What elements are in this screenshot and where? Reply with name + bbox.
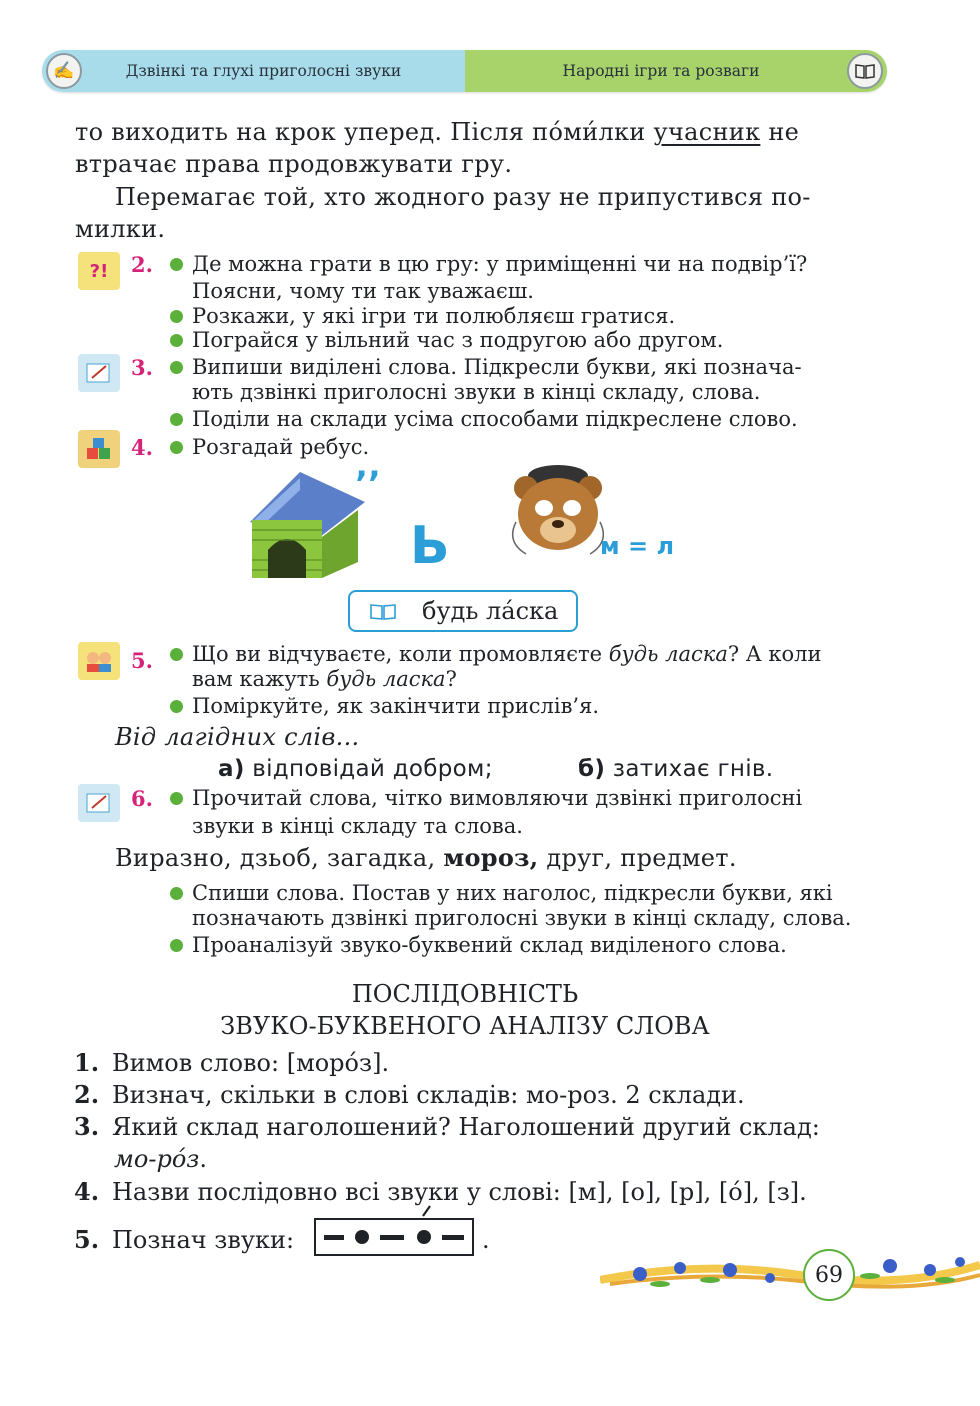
rebus-quote: ’’ bbox=[355, 464, 381, 504]
bullet-text: ють дзвінкі приголосні звуки в кінці складу, слова. bbox=[192, 380, 761, 404]
bullet-text: Поміркуйте, як закінчити прислів’я. bbox=[192, 694, 600, 718]
step-5 bbox=[74, 1224, 294, 1256]
step-3 bbox=[74, 1111, 820, 1143]
step-text: Вимов слово: [моро́з]. bbox=[112, 1049, 390, 1077]
task6-bullet-3 bbox=[170, 933, 787, 958]
title-line: ЗВУКО-БУКВЕНОГО АНАЛІЗУ СЛОВА bbox=[220, 1012, 710, 1040]
step-number: 4. bbox=[74, 1177, 100, 1206]
step-number: 1. bbox=[74, 1048, 100, 1077]
task-number: 4. bbox=[131, 435, 153, 460]
bullet-text: Поясни, чому ти так уважаєш. bbox=[192, 279, 534, 303]
book-icon bbox=[847, 53, 883, 89]
task-number: 5. bbox=[131, 648, 153, 673]
intro-line-4: милки. bbox=[75, 215, 166, 243]
intro-text: то виходить на крок уперед. Після по́ми́лки bbox=[75, 118, 646, 146]
sequence-title bbox=[0, 978, 930, 1042]
bullet-text: звуки в кінці складу та слова. bbox=[192, 814, 523, 838]
floral-wreath-decoration bbox=[600, 1240, 980, 1310]
intro-line-1 bbox=[75, 116, 799, 148]
words-text: Виразно, дзьоб, загадка, bbox=[115, 844, 436, 872]
task-number: 6. bbox=[131, 786, 153, 811]
header-section-left bbox=[42, 50, 465, 92]
bullet-text-part: ? А коли bbox=[727, 642, 822, 666]
intro-line-2: втрачає права продовжувати гру. bbox=[75, 150, 513, 178]
dictionary-word-box bbox=[348, 590, 578, 632]
bullet-icon bbox=[170, 310, 183, 323]
task3-bullet-1 bbox=[170, 355, 802, 405]
write-icon bbox=[78, 784, 120, 822]
bullet-text: Розкажи, у які ігри ти полюбляєш гратися. bbox=[192, 304, 676, 328]
italic-phrase: будь ласка bbox=[326, 667, 446, 691]
blocks-icon bbox=[78, 430, 120, 468]
page-number-badge bbox=[803, 1249, 855, 1301]
step-number: 3. bbox=[74, 1112, 100, 1141]
step-text: Назви послідовно всі звуки у слові: [м], [о], [р], [о́], [з]. bbox=[112, 1178, 807, 1206]
title-line: ПОСЛІДОВНІСТЬ bbox=[351, 980, 579, 1008]
bullet-text-part: Що ви відчуваєте, коли промовляєте bbox=[192, 642, 603, 666]
header-section-right bbox=[465, 50, 887, 92]
bullet-icon bbox=[170, 441, 183, 454]
task-number: 2. bbox=[131, 252, 153, 277]
dictionary-word: будь ла́ска bbox=[422, 597, 559, 625]
task3-bullet-2 bbox=[170, 407, 798, 432]
proverb-option-a bbox=[218, 753, 493, 785]
bullet-text: Пограйся у вільний час з подругою або другом. bbox=[192, 328, 724, 352]
task6-bullet-1 bbox=[170, 786, 802, 839]
words-text: друг, предмет. bbox=[546, 844, 737, 872]
task5-bullet-2 bbox=[170, 694, 599, 719]
task6-words bbox=[115, 842, 737, 874]
bullet-text: Прочитай слова, чітко вимовляючи дзвінкі приголосні bbox=[192, 786, 803, 810]
task-number: 3. bbox=[131, 355, 153, 380]
sound-scheme bbox=[314, 1218, 474, 1256]
option-label: а) bbox=[218, 756, 245, 782]
intro-line-3: Перемагає той, хто жодного разу не припустився по- bbox=[115, 183, 811, 211]
step-text: Який склад наголошений? Наголошений другий склад: bbox=[112, 1113, 820, 1141]
rebus-soft-sign: Ь bbox=[410, 516, 450, 576]
bullet-icon bbox=[170, 700, 183, 713]
rebus bbox=[240, 460, 700, 580]
bullet-icon bbox=[170, 792, 183, 805]
italic-phrase: будь ласка bbox=[608, 642, 728, 666]
option-text: відповідай добром; bbox=[252, 756, 493, 782]
page-header bbox=[42, 50, 887, 92]
bullet-text: Розгадай ребус. bbox=[192, 435, 370, 459]
pen-icon: ✍ bbox=[46, 53, 82, 89]
bullet-text: Випиши виділені слова. Підкресли букви, які познача- bbox=[192, 355, 802, 379]
step-3-continuation bbox=[114, 1143, 207, 1175]
bullet-text: Де можна грати в цю гру: у приміщенні чи на подвір’ї? bbox=[192, 252, 808, 276]
write-icon bbox=[78, 354, 120, 392]
task2-bullet-3 bbox=[170, 328, 723, 353]
bear-mask-picture bbox=[508, 462, 608, 562]
chapter-title: Народні ігри та розваги bbox=[562, 62, 760, 80]
section-title: Дзвінкі та глухі приголосні звуки bbox=[125, 62, 402, 80]
step-4 bbox=[74, 1176, 807, 1208]
step-word: мо-ро́з bbox=[114, 1145, 200, 1173]
bullet-icon bbox=[170, 361, 183, 374]
bullet-icon bbox=[170, 334, 183, 347]
bullet-icon bbox=[170, 887, 183, 900]
proverb-start: Від лагідних слів... bbox=[115, 723, 360, 751]
highlighted-word: мороз, bbox=[443, 843, 539, 872]
step-text: Визнач, скільки в слові складів: мо-роз. 2 склади. bbox=[112, 1081, 745, 1109]
step-2 bbox=[74, 1079, 745, 1111]
step-text: . bbox=[199, 1145, 207, 1173]
step-1 bbox=[74, 1047, 389, 1079]
task2-bullet-1 bbox=[170, 252, 807, 304]
bullet-text: Проаналізуй звуко-буквений склад виділеного слова. bbox=[192, 933, 787, 957]
underlined-word: учасник bbox=[653, 118, 761, 146]
bullet-text: Спиши слова. Постав у них наголос, підкресли букви, які bbox=[192, 881, 833, 905]
discuss-icon: ?! bbox=[78, 252, 120, 290]
task4-bullet-1 bbox=[170, 435, 369, 460]
option-text: затихає гнів. bbox=[612, 756, 774, 782]
bullet-icon bbox=[170, 648, 183, 661]
task2-bullet-2 bbox=[170, 304, 675, 329]
bullet-text bbox=[192, 642, 822, 667]
option-label: б) bbox=[578, 756, 606, 782]
step-number: 5. bbox=[74, 1225, 100, 1254]
bullet-text: позначають дзвінкі приголосні звуки в кінці складу, слова. bbox=[192, 906, 852, 930]
bullet-text bbox=[192, 667, 822, 692]
step-5-end: . bbox=[482, 1226, 490, 1254]
step-text: Познач звуки: bbox=[112, 1226, 295, 1254]
bullet-text-part: вам кажуть bbox=[192, 667, 320, 691]
rebus-rule: м = л bbox=[600, 532, 675, 560]
step-number: 2. bbox=[74, 1080, 100, 1109]
sound-scheme-symbols bbox=[316, 1220, 472, 1254]
bullet-text-part: ? bbox=[445, 667, 457, 691]
bullet-icon bbox=[170, 939, 183, 952]
proverb-option-b bbox=[578, 753, 773, 785]
book-icon bbox=[370, 602, 396, 620]
page-number: 69 bbox=[815, 1262, 843, 1288]
children-icon bbox=[78, 642, 120, 680]
bullet-text: Поділи на склади усіма способами підкреслене слово. bbox=[192, 407, 798, 431]
task6-bullet-2 bbox=[170, 881, 851, 931]
task5-bullet-1 bbox=[170, 642, 822, 692]
stress-mark-icon bbox=[420, 1204, 434, 1218]
bullet-icon bbox=[170, 258, 183, 271]
intro-text: не bbox=[768, 118, 800, 146]
bullet-icon bbox=[170, 413, 183, 426]
